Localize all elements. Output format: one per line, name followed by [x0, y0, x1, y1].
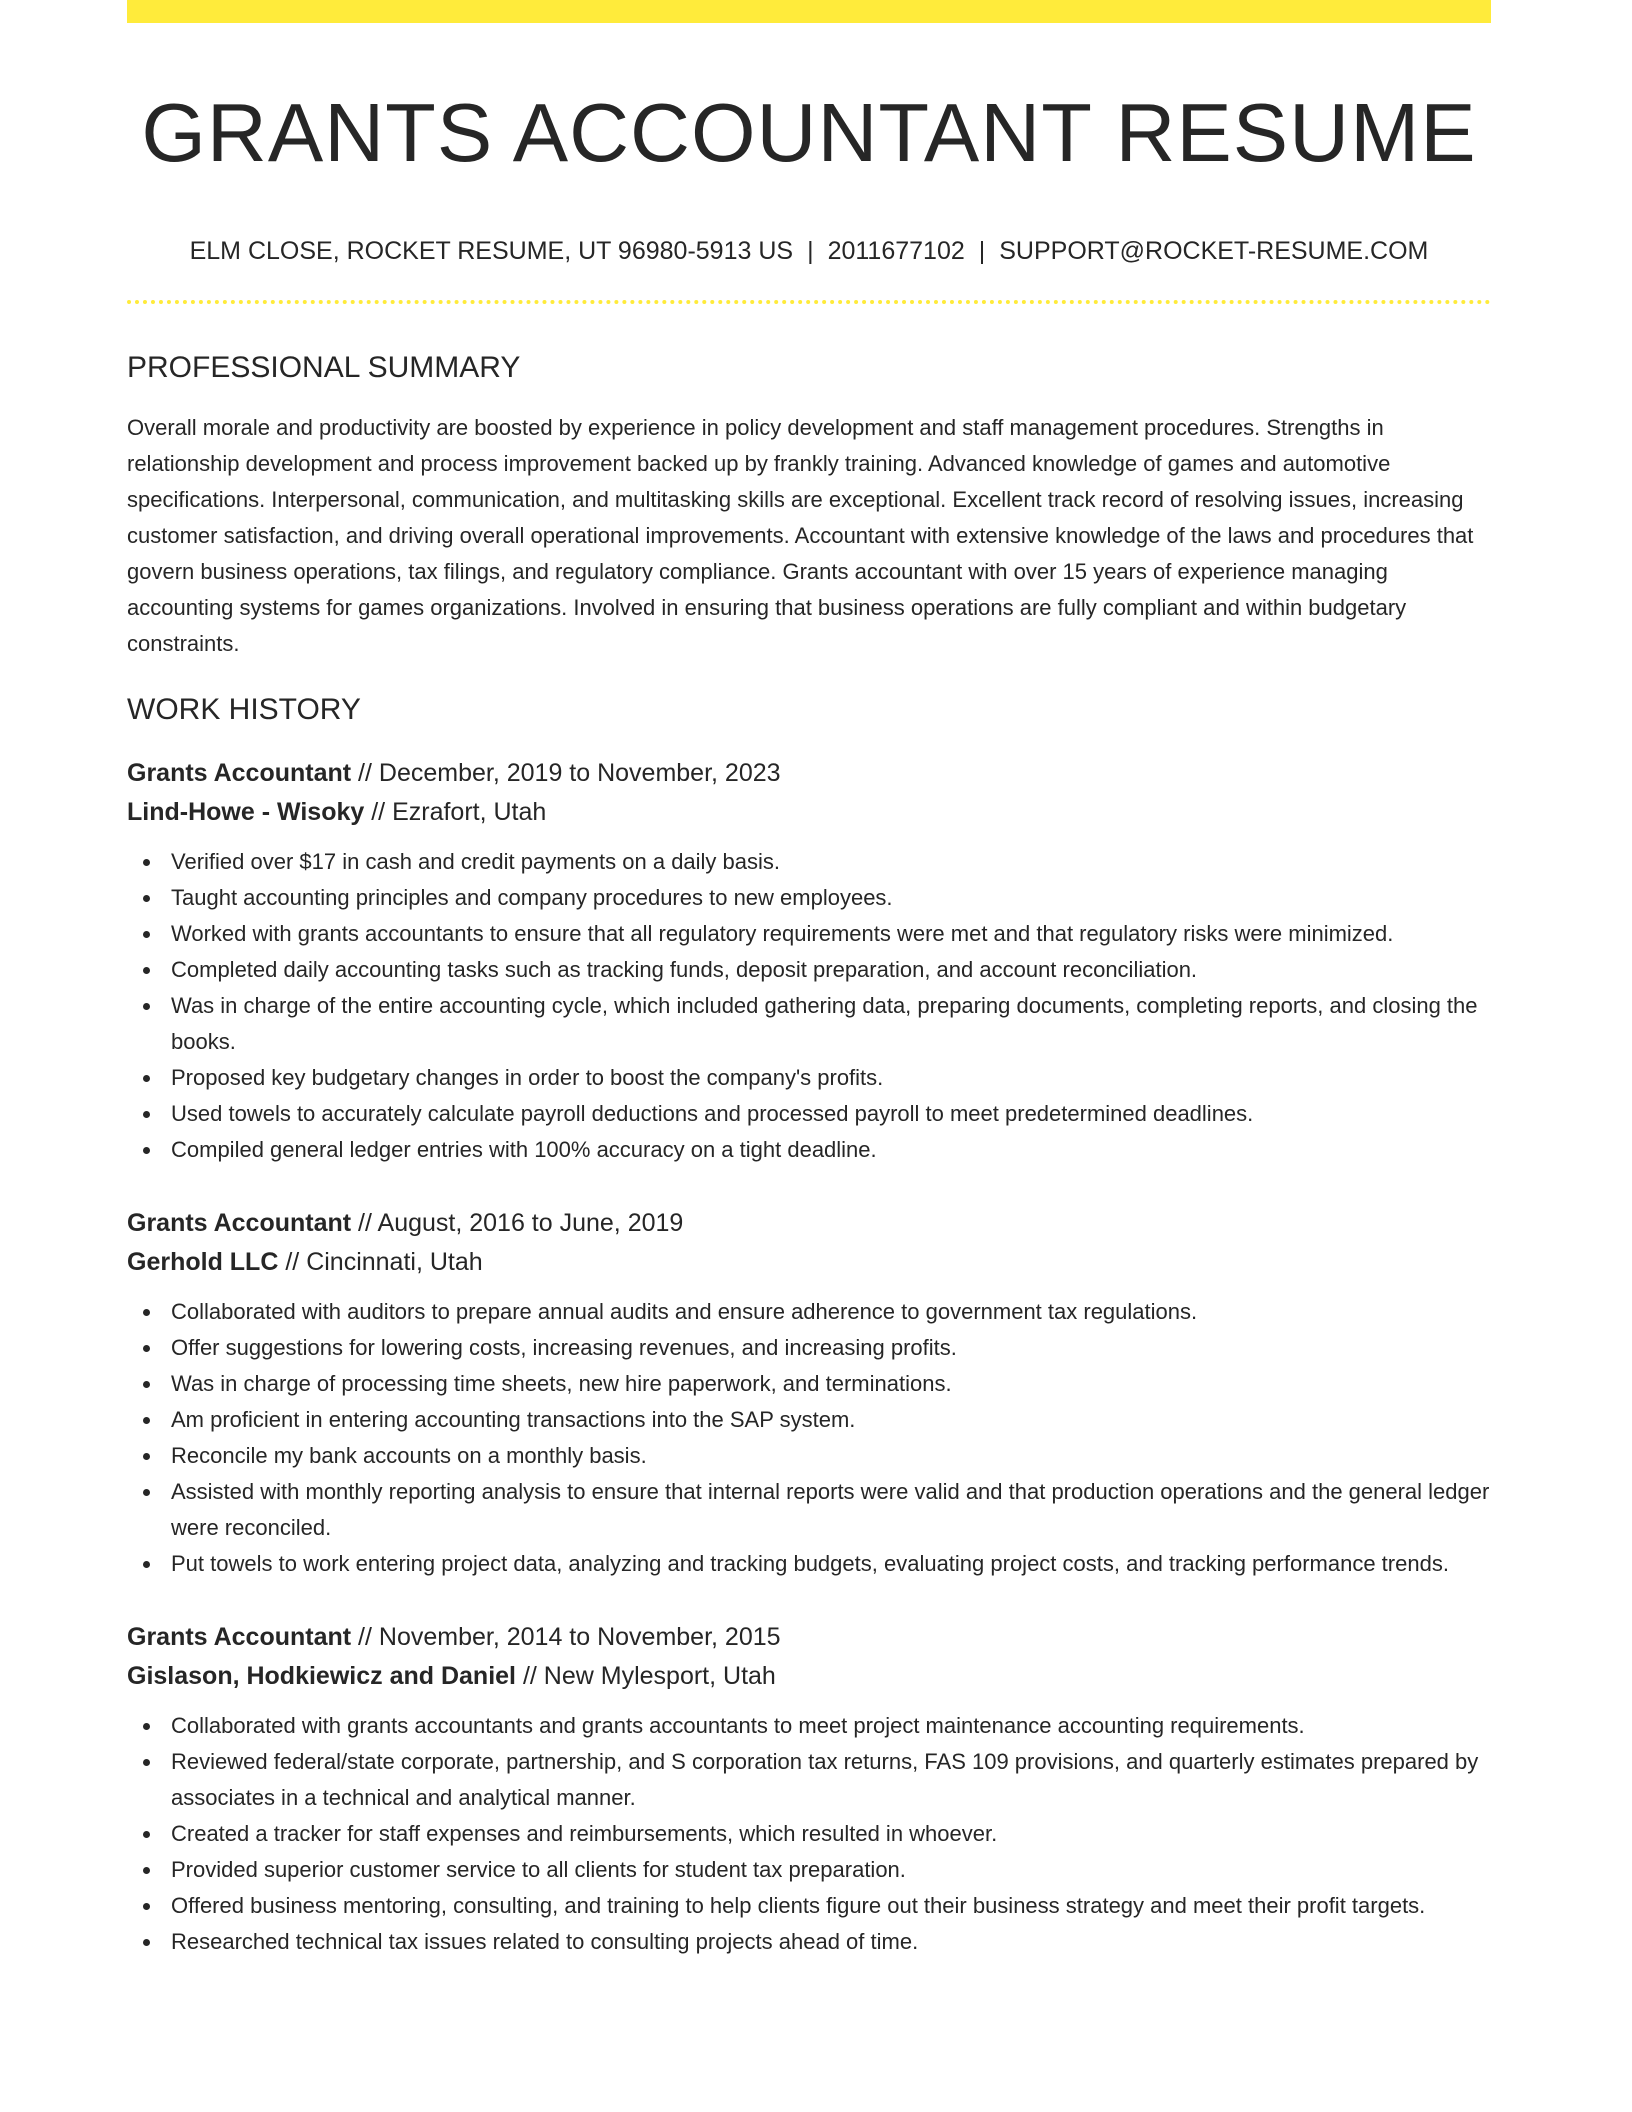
- contact-separator: |: [807, 237, 814, 265]
- duty-item: [171, 1888, 1491, 1924]
- accent-top-bar: [127, 0, 1491, 23]
- job-dates: August, 2016 to June, 2019: [377, 1209, 684, 1237]
- duty-text: Compiled general ledger entries with 100% accuracy on a tight deadline.: [171, 1137, 877, 1162]
- bullet-icon: [143, 1111, 150, 1118]
- bullet-icon: [143, 1075, 150, 1082]
- resume-title: GRANTS ACCOUNTANT RESUME: [141, 86, 1477, 179]
- bullet-icon: [143, 859, 150, 866]
- duty-text: Was in charge of the entire accounting cycle, which included gathering data, preparing documents, completing reports, and closing the books.: [171, 993, 1478, 1054]
- duty-item: [171, 1816, 1491, 1852]
- duty-item: [171, 880, 1491, 916]
- duty-text: Worked with grants accountants to ensure that all regulatory requirements were met and that regulatory risks were minimized.: [171, 921, 1394, 946]
- duty-text: Assisted with monthly reporting analysis to ensure that internal reports were valid and that production operations and the general ledger were reconciled.: [171, 1479, 1490, 1540]
- duty-item: [171, 1744, 1491, 1816]
- duty-item: [171, 1060, 1491, 1096]
- bullet-icon: [143, 1561, 150, 1568]
- bullet-icon: [143, 1381, 150, 1388]
- duty-item: [171, 1294, 1491, 1330]
- job-duties-list: [127, 844, 1491, 1168]
- contact-address: ELM CLOSE, ROCKET RESUME, UT 96980-5913 US: [189, 237, 794, 265]
- bullet-icon: [143, 931, 150, 938]
- job-delimiter: //: [351, 1623, 379, 1651]
- duty-item: [171, 1402, 1491, 1438]
- contact-phone: 2011677102: [827, 237, 965, 265]
- contact-email[interactable]: SUPPORT@ROCKET-RESUME.COM: [999, 237, 1429, 265]
- job-role-line: [127, 1204, 1491, 1243]
- duty-item: [171, 952, 1491, 988]
- bullet-icon: [143, 1417, 150, 1424]
- duty-item: [171, 1474, 1491, 1546]
- bullet-icon: [143, 967, 150, 974]
- contact-line: [127, 235, 1491, 267]
- summary-text: Overall morale and productivity are boosted by experience in policy development and staff management procedures. Strengths in relationship development and process improvement backed up by frankly training. Advanced knowledge of games and automotive specifications. Interpersonal, communication, and multitasking skills are exceptional. Excellent track record of resolving issues, increasing customer satisfaction, and driving overall operational improvements. Accountant with extensive knowledge of the laws and procedures that govern business operations, tax filings, and regulatory compliance. Grants accountant with over 15 years of experience managing accounting systems for games organizations. Involved in ensuring that business operations are fully compliant and within budgetary constraints.: [127, 415, 1474, 656]
- duty-item: [171, 1708, 1491, 1744]
- duty-item: [171, 1438, 1491, 1474]
- job-delimiter: //: [364, 798, 393, 826]
- duty-text: Reconcile my bank accounts on a monthly basis.: [171, 1443, 647, 1468]
- duty-item: [171, 1132, 1491, 1168]
- bullet-icon: [143, 895, 150, 902]
- duty-text: Collaborated with grants accountants and grants accountants to meet project maintenance accounting requirements.: [171, 1713, 1305, 1738]
- job-role-line: [127, 754, 1491, 793]
- duty-text: Put towels to work entering project data, analyzing and tracking budgets, evaluating project costs, and tracking performance trends.: [171, 1551, 1449, 1576]
- job-entry: [127, 1618, 1491, 1960]
- duty-text: Collaborated with auditors to prepare annual audits and ensure adherence to government tax regulations.: [171, 1299, 1198, 1324]
- job-location: Ezrafort, Utah: [392, 798, 547, 826]
- duty-text: Verified over $17 in cash and credit payments on a daily basis.: [171, 849, 781, 874]
- job-role: Grants Accountant: [127, 1623, 352, 1651]
- bullet-icon: [143, 1903, 150, 1910]
- duty-item: [171, 916, 1491, 952]
- work-history-list: [127, 754, 1491, 1960]
- job-delimiter: //: [278, 1248, 307, 1276]
- bullet-icon: [143, 1489, 150, 1496]
- bullet-icon: [143, 1759, 150, 1766]
- job-company-line: [127, 793, 1491, 832]
- duty-text: Offered business mentoring, consulting, and training to help clients figure out their business strategy and meet their profit targets.: [171, 1893, 1426, 1918]
- job-company: Lind-Howe - Wisoky: [127, 798, 365, 826]
- duty-text: Researched technical tax issues related to consulting projects ahead of time.: [171, 1929, 919, 1954]
- bullet-icon: [143, 1939, 150, 1946]
- bullet-icon: [143, 1147, 150, 1154]
- dotted-divider: [127, 300, 1491, 304]
- duty-text: Created a tracker for staff expenses and reimbursements, which resulted in whoever.: [171, 1821, 998, 1846]
- duty-text: Provided superior customer service to all clients for student tax preparation.: [171, 1857, 906, 1882]
- job-role: Grants Accountant: [127, 1209, 352, 1237]
- duty-text: Used towels to accurately calculate payroll deductions and processed payroll to meet predetermined deadlines.: [171, 1101, 1254, 1126]
- duty-item: [171, 844, 1491, 880]
- duty-item: [171, 1330, 1491, 1366]
- duty-item: [171, 1096, 1491, 1132]
- job-company: Gerhold LLC: [127, 1248, 279, 1276]
- duty-item: [171, 1852, 1491, 1888]
- bullet-icon: [143, 1723, 150, 1730]
- duty-text: Taught accounting principles and company procedures to new employees.: [171, 885, 893, 910]
- job-delimiter: //: [351, 759, 379, 787]
- job-role: Grants Accountant: [127, 759, 352, 787]
- resume-page: [127, 0, 1491, 1960]
- duty-text: Offer suggestions for lowering costs, increasing revenues, and increasing profits.: [171, 1335, 957, 1360]
- job-dates: December, 2019 to November, 2023: [378, 759, 781, 787]
- bullet-icon: [143, 1453, 150, 1460]
- job-company-line: [127, 1657, 1491, 1696]
- work-history-heading: WORK HISTORY: [127, 693, 361, 726]
- duty-text: Reviewed federal/state corporate, partnership, and S corporation tax returns, FAS 109 provisions, and quarterly estimates prepared by associates in a technical and analytical manner.: [171, 1749, 1479, 1810]
- job-delimiter: //: [351, 1209, 378, 1237]
- duty-text: Am proficient in entering accounting transactions into the SAP system.: [171, 1407, 856, 1432]
- bullet-icon: [143, 1831, 150, 1838]
- job-duties-list: [127, 1708, 1491, 1960]
- bullet-icon: [143, 1867, 150, 1874]
- summary-heading: PROFESSIONAL SUMMARY: [127, 351, 521, 384]
- duty-item: [171, 988, 1491, 1060]
- job-entry: [127, 1204, 1491, 1582]
- bullet-icon: [143, 1309, 150, 1316]
- job-location: Cincinnati, Utah: [306, 1248, 483, 1276]
- job-company-line: [127, 1243, 1491, 1282]
- job-delimiter: //: [516, 1662, 544, 1690]
- duty-item: [171, 1924, 1491, 1960]
- job-location: New Mylesport, Utah: [543, 1662, 776, 1690]
- duty-text: Was in charge of processing time sheets, new hire paperwork, and terminations.: [171, 1371, 952, 1396]
- job-entry: [127, 754, 1491, 1168]
- duty-text: Completed daily accounting tasks such as tracking funds, deposit preparation, and account reconciliation.: [171, 957, 1198, 982]
- bullet-icon: [143, 1003, 150, 1010]
- job-company: Gislason, Hodkiewicz and Daniel: [127, 1662, 516, 1690]
- duty-item: [171, 1366, 1491, 1402]
- duty-item: [171, 1546, 1491, 1582]
- job-role-line: [127, 1618, 1491, 1657]
- bullet-icon: [143, 1345, 150, 1352]
- job-duties-list: [127, 1294, 1491, 1582]
- duty-text: Proposed key budgetary changes in order to boost the company's profits.: [171, 1065, 884, 1090]
- job-dates: November, 2014 to November, 2015: [378, 1623, 781, 1651]
- contact-separator: |: [978, 237, 986, 265]
